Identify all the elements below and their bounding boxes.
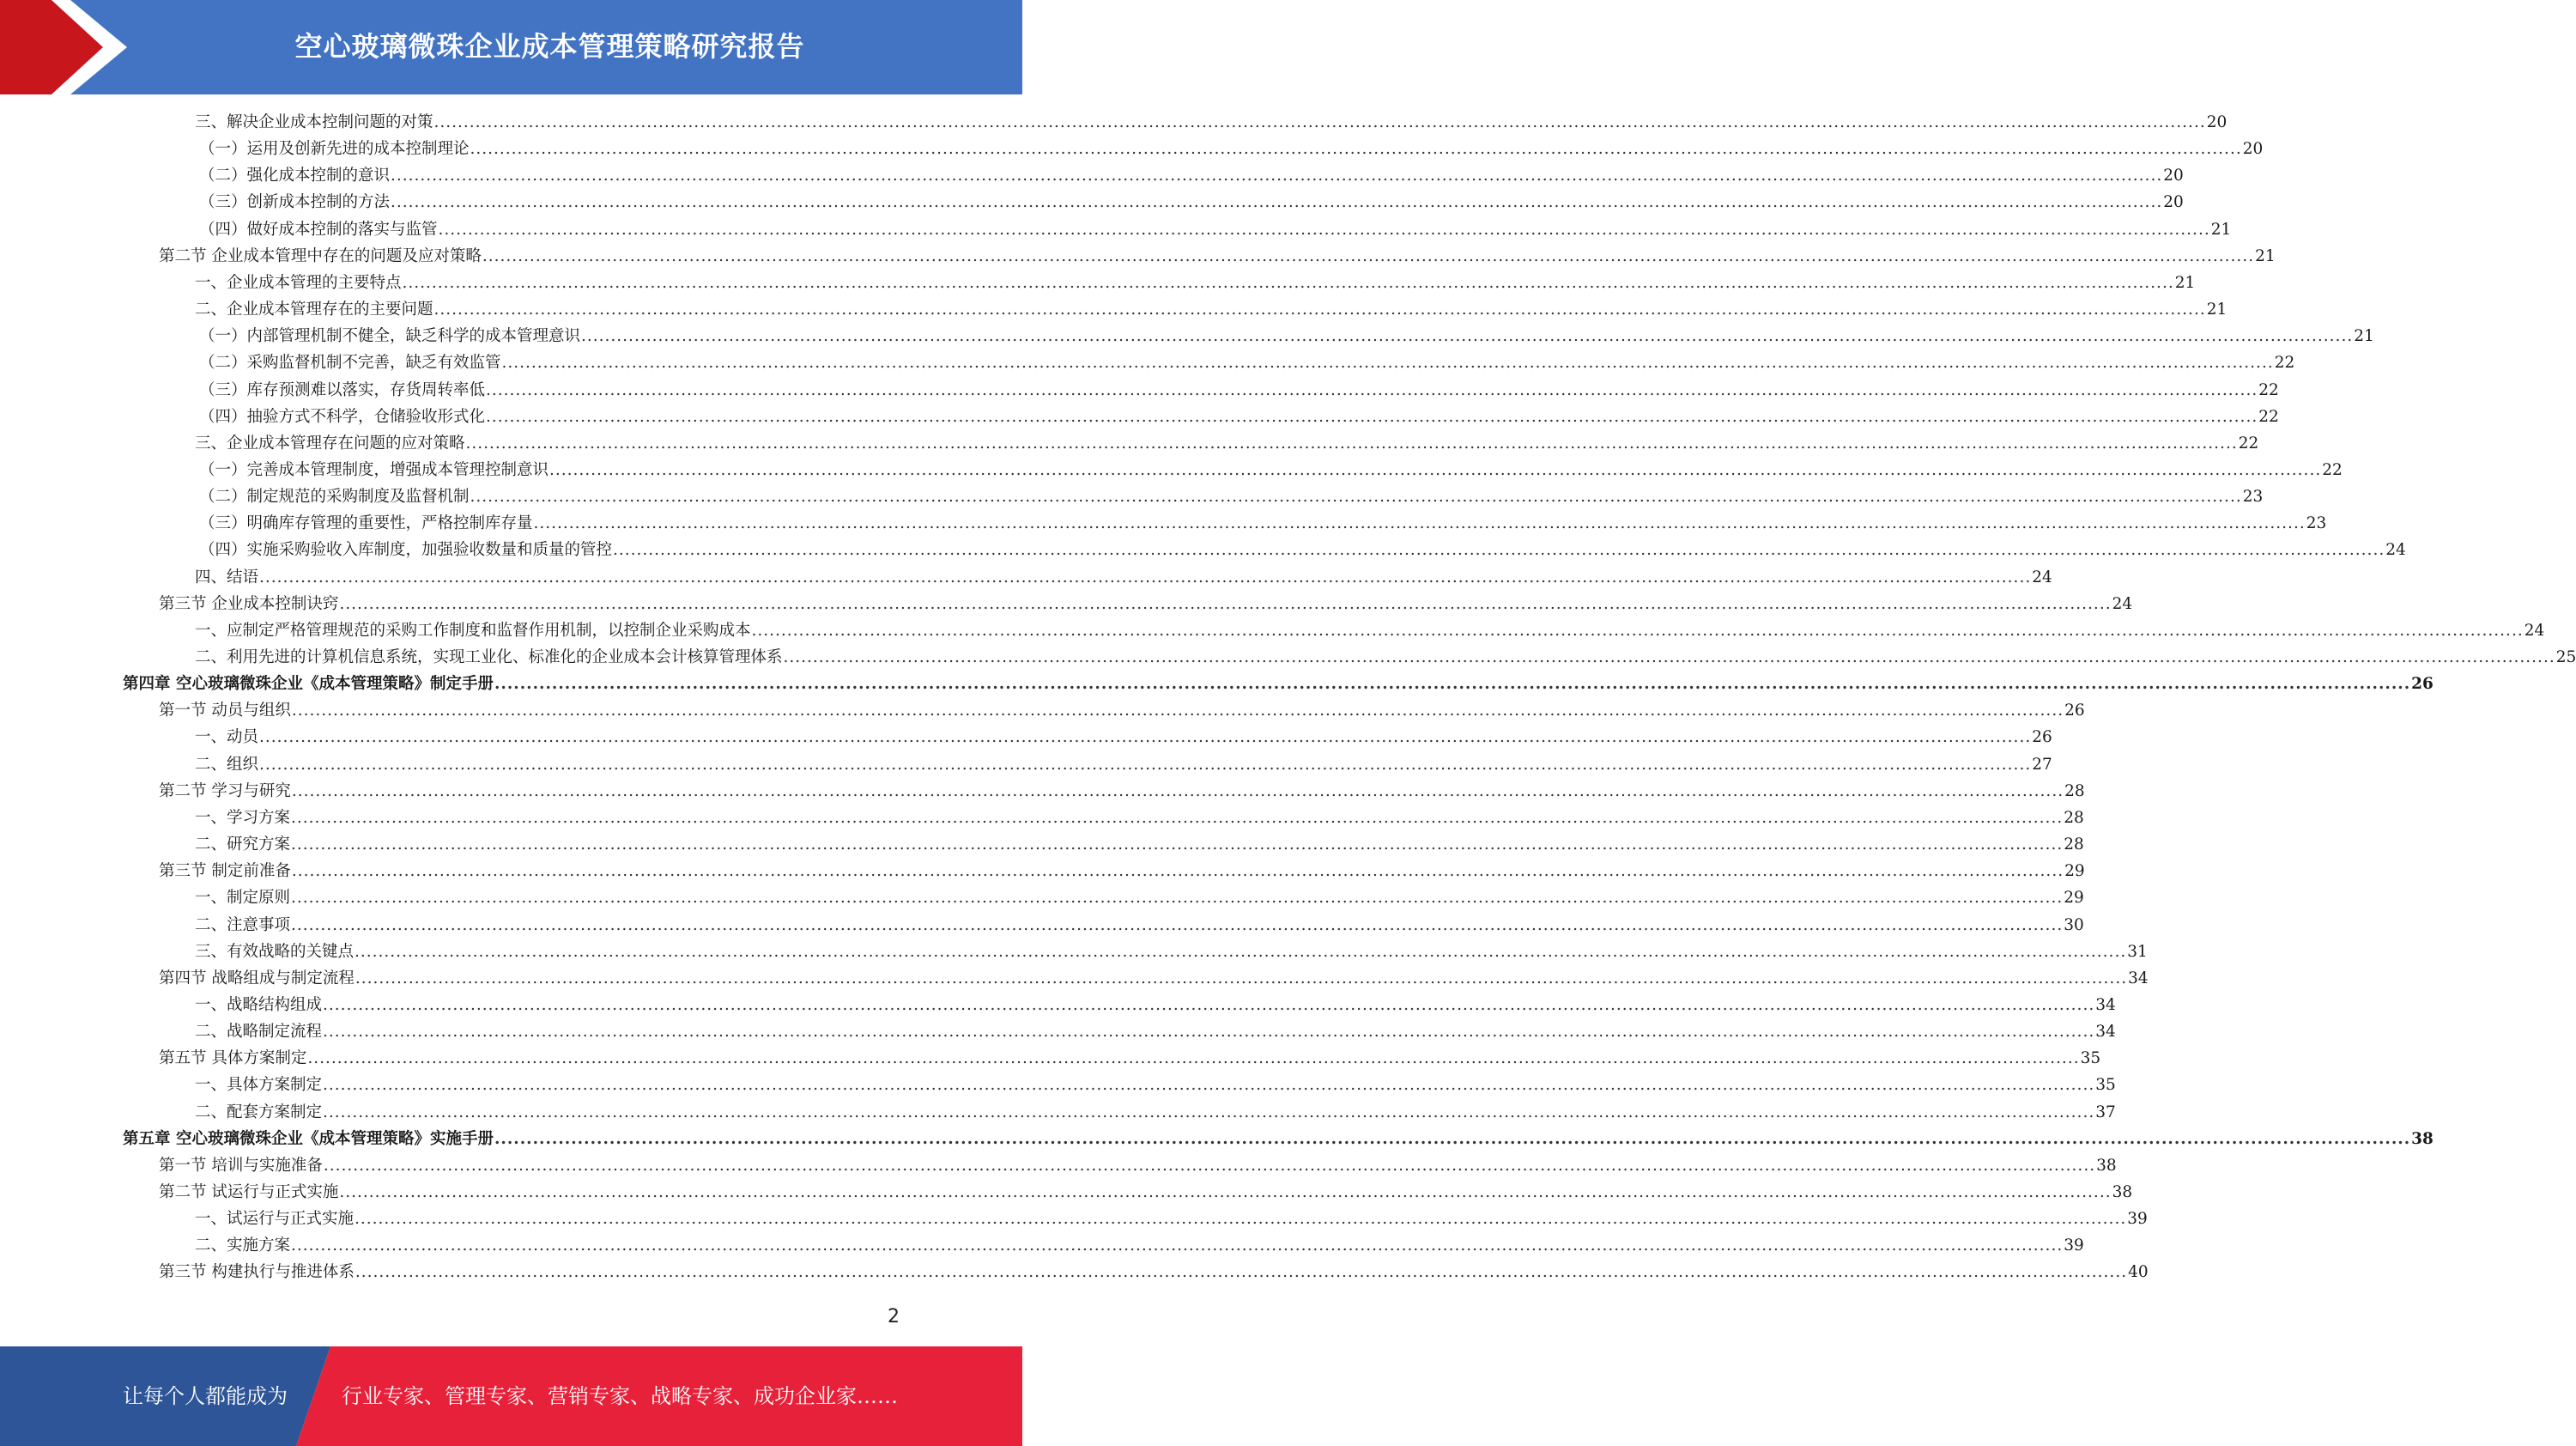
toc-entry[interactable] xyxy=(159,1179,2133,1206)
toc-entry-label: （四）做好成本控制的落实与监管 xyxy=(199,220,438,239)
toc-entry-label: （四）实施采购验收入库制度，加强验收数量和质量的管控 xyxy=(199,541,613,560)
toc-entry-label: 二、战略制定流程 xyxy=(195,1023,323,1042)
toc-entry-label: 第二节 学习与研究 xyxy=(159,781,291,800)
toc-entry-label: 一、战略结构组成 xyxy=(195,995,323,1014)
toc-dot-leader: ............................................................................................................................................................................................................................................................................................................ xyxy=(323,995,2095,1014)
toc-dot-leader: ............................................................................................................................................................................................................................................................................................................ xyxy=(751,621,2524,640)
toc-entry-label: 第一节 动员与组织 xyxy=(159,702,291,720)
footer-slogan-left: 让每个人都能成为 xyxy=(123,1384,288,1408)
toc-entry-page: 38 xyxy=(2096,1156,2117,1175)
toc-entry[interactable] xyxy=(199,377,2279,404)
toc-entry-page: 38 xyxy=(2411,1129,2434,1148)
toc-entry[interactable] xyxy=(123,671,2434,697)
toc-entry-label: 二、配套方案制定 xyxy=(195,1103,323,1121)
toc-dot-leader: ............................................................................................................................................................................................................................................................................................................ xyxy=(339,1183,2112,1201)
toc-dot-leader: ............................................................................................................................................................................................................................................................................................................ xyxy=(391,167,2163,185)
toc-entry[interactable] xyxy=(195,1018,2116,1045)
toc-entry-page: 20 xyxy=(2206,113,2227,131)
toc-entry[interactable] xyxy=(159,1045,2101,1072)
toc-entry-page: 34 xyxy=(2095,995,2116,1014)
toc-entry-page: 25 xyxy=(2555,648,2576,666)
toc-dot-leader: ............................................................................................................................................................................................................................................................................................................ xyxy=(549,460,2322,479)
toc-entry-page: 39 xyxy=(2064,1236,2084,1255)
toc-entry-page: 26 xyxy=(2032,728,2052,747)
toc-entry-label: （一）运用及创新先进的成本控制理论 xyxy=(199,140,470,159)
toc-entry-page: 31 xyxy=(2127,942,2148,961)
toc-entry-label: 第三节 企业成本控制诀窍 xyxy=(159,594,339,613)
toc-entry[interactable] xyxy=(195,912,2084,939)
toc-entry-label: 第三节 制定前准备 xyxy=(159,862,291,881)
toc-entry[interactable] xyxy=(199,537,2406,563)
page-number: 2 xyxy=(888,1306,900,1328)
toc-entry-page: 28 xyxy=(2064,835,2084,854)
toc-entry-label: 一、应制定严格管理规范的采购工作制度和监督作用机制，以控制企业采购成本 xyxy=(195,621,751,640)
toc-dot-leader: ............................................................................................................................................................................................................................................................................................................ xyxy=(291,702,2064,720)
toc-entry-page: 28 xyxy=(2064,808,2084,827)
toc-entry-label: 二、组织 xyxy=(195,755,259,774)
toc-entry-page: 37 xyxy=(2095,1103,2116,1121)
toc-entry-label: 一、试运行与正式实施 xyxy=(195,1210,355,1229)
toc-dot-leader: ............................................................................................................................................................................................................................................................................................................ xyxy=(259,728,2032,747)
toc-dot-leader: ............................................................................................................................................................................................................................................................................................................ xyxy=(355,1210,2127,1229)
toc-entry[interactable] xyxy=(195,805,2084,831)
document-title: 空心玻璃微珠企业成本管理策略研究报告 xyxy=(294,30,805,63)
toc-entry-page: 29 xyxy=(2064,889,2084,908)
toc-dot-leader: ............................................................................................................................................................................................................................................................................................................ xyxy=(355,969,2128,987)
toc-entry[interactable] xyxy=(195,430,2259,457)
toc-dot-leader: ............................................................................................................................................................................................................................................................................................................ xyxy=(291,889,2064,908)
toc-entry-page: 27 xyxy=(2032,755,2052,774)
toc-dot-leader: ............................................................................................................................................................................................................................................................................................................ xyxy=(391,193,2163,212)
toc-dot-leader: ............................................................................................................................................................................................................................................................................................................ xyxy=(482,246,2255,265)
toc-entry-page: 20 xyxy=(2163,193,2184,212)
toc-entry-page: 34 xyxy=(2128,969,2149,987)
toc-entry-label: 第二节 试运行与正式实施 xyxy=(159,1183,339,1201)
toc-dot-leader: ............................................................................................................................................................................................................................................................................................................ xyxy=(259,568,2032,586)
toc-dot-leader: ............................................................................................................................................................................................................................................................................................................ xyxy=(291,808,2064,827)
toc-dot-leader: ............................................................................................................................................................................................................................................................................................................ xyxy=(355,942,2127,961)
toc-entry-label: （三）创新成本控制的方法 xyxy=(199,193,391,212)
toc-entry-label: （二）采购监督机制不完善，缺乏有效监管 xyxy=(199,354,501,373)
toc-entry[interactable] xyxy=(195,296,2227,323)
toc-entry[interactable] xyxy=(159,243,2276,270)
toc-entry-page: 34 xyxy=(2095,1023,2116,1042)
toc-entry[interactable] xyxy=(199,189,2184,216)
toc-entry[interactable] xyxy=(195,1206,2148,1232)
toc-entry[interactable] xyxy=(199,323,2374,349)
toc-entry[interactable] xyxy=(195,831,2084,858)
toc-entry-label: 三、解决企业成本控制问题的对策 xyxy=(195,113,433,131)
footer-slogan-right: 行业专家、管理专家、营销专家、战略专家、成功企业家…… xyxy=(342,1384,898,1408)
toc-entry[interactable] xyxy=(195,617,2545,644)
toc-entry-label: 四、结语 xyxy=(195,568,259,586)
toc-dot-leader: ............................................................................................................................................................................................................................................................................................................ xyxy=(433,301,2206,319)
toc-entry-label: （四）抽验方式不科学，仓储验收形式化 xyxy=(199,407,486,426)
toc-entry-label: 二、利用先进的计算机信息系统，实现工业化、标准化的企业成本会计核算管理体系 xyxy=(195,648,783,666)
toc-entry-page: 24 xyxy=(2524,621,2545,640)
toc-entry[interactable] xyxy=(199,136,2264,162)
page-footer xyxy=(0,1346,1022,1446)
toc-dot-leader: ............................................................................................................................................................................................................................................................................................................ xyxy=(581,327,2354,346)
toc-entry-label: 一、学习方案 xyxy=(195,808,291,827)
toc-dot-leader: ............................................................................................................................................................................................................................................................................................................ xyxy=(323,1103,2095,1121)
toc-entry-page: 26 xyxy=(2411,675,2434,694)
toc-entry-page: 30 xyxy=(2064,915,2084,934)
toc-dot-leader: ............................................................................................................................................................................................................................................................................................................ xyxy=(433,113,2206,131)
toc-entry[interactable] xyxy=(199,483,2264,510)
toc-entry[interactable] xyxy=(123,1126,2434,1152)
toc-entry[interactable] xyxy=(195,1072,2116,1098)
toc-dot-leader: ............................................................................................................................................................................................................................................................................................................ xyxy=(486,380,2258,399)
toc-dot-leader: ............................................................................................................................................................................................................................................................................................................ xyxy=(355,1263,2128,1282)
toc-dot-leader: ............................................................................................................................................................................................................................................................................................................ xyxy=(323,1076,2095,1095)
toc-entry-label: 一、动员 xyxy=(195,728,259,747)
toc-entry-page: 22 xyxy=(2238,434,2259,453)
toc-entry[interactable] xyxy=(195,939,2148,965)
toc-entry-page: 39 xyxy=(2127,1210,2148,1229)
toc-entry-page: 38 xyxy=(2112,1183,2133,1201)
toc-entry[interactable] xyxy=(159,591,2133,617)
toc-entry-page: 22 xyxy=(2274,354,2295,373)
toc-dot-leader: ............................................................................................................................................................................................................................................................................................................ xyxy=(259,755,2032,774)
toc-entry-label: （二）强化成本控制的意识 xyxy=(199,167,391,185)
toc-entry[interactable] xyxy=(195,751,2052,778)
toc-dot-leader: ............................................................................................................................................................................................................................................................................................................ xyxy=(783,648,2555,666)
toc-entry[interactable] xyxy=(195,1099,2116,1126)
toc-entry-label: 二、注意事项 xyxy=(195,915,291,934)
toc-entry-page: 26 xyxy=(2064,702,2085,720)
toc-entry-page: 24 xyxy=(2385,541,2406,560)
toc-entry-page: 21 xyxy=(2174,273,2196,292)
toc-entry-page: 40 xyxy=(2128,1263,2149,1282)
toc-entry[interactable] xyxy=(199,162,2184,189)
toc-entry-page: 22 xyxy=(2258,407,2279,426)
toc-entry-label: 一、制定原则 xyxy=(195,889,291,908)
toc-entry[interactable] xyxy=(159,965,2149,992)
toc-entry-page: 20 xyxy=(2242,140,2264,159)
toc-entry-label: 第五节 具体方案制定 xyxy=(159,1049,307,1068)
toc-entry-page: 20 xyxy=(2163,167,2184,185)
toc-dot-leader: ............................................................................................................................................................................................................................................................................................................ xyxy=(291,915,2064,934)
toc-dot-leader: ............................................................................................................................................................................................................................................................................................................ xyxy=(402,273,2174,292)
toc-entry-page: 21 xyxy=(2206,301,2227,319)
toc-entry-page: 22 xyxy=(2258,380,2279,399)
toc-entry-page: 35 xyxy=(2080,1049,2101,1068)
toc-entry[interactable] xyxy=(159,858,2085,884)
toc-dot-leader: ............................................................................................................................................................................................................................................................................................................ xyxy=(323,1023,2095,1042)
toc-entry-label: 第四章 空心玻璃微珠企业《成本管理策略》制定手册 xyxy=(123,675,494,694)
toc-entry[interactable] xyxy=(159,697,2085,724)
toc-entry[interactable] xyxy=(195,644,2576,671)
toc-entry[interactable] xyxy=(195,564,2052,591)
toc-dot-leader: ............................................................................................................................................................................................................................................................................................................ xyxy=(291,835,2064,854)
toc-entry-label: 二、企业成本管理存在的主要问题 xyxy=(195,301,433,319)
toc-entry[interactable] xyxy=(195,992,2116,1018)
toc-dot-leader: ............................................................................................................................................................................................................................................................................................................ xyxy=(494,675,2411,694)
toc-dot-leader: ............................................................................................................................................................................................................................................................................................................ xyxy=(613,541,2385,560)
toc-dot-leader: ............................................................................................................................................................................................................................................................................................................ xyxy=(486,407,2258,426)
toc-entry-page: 23 xyxy=(2306,514,2327,533)
toc-entry-page: 35 xyxy=(2095,1076,2116,1095)
toc-entry[interactable] xyxy=(159,1152,2117,1179)
toc-dot-leader: ............................................................................................................................................................................................................................................................................................................ xyxy=(470,140,2242,159)
toc-dot-leader: ............................................................................................................................................................................................................................................................................................................ xyxy=(494,1129,2411,1148)
toc-entry[interactable] xyxy=(195,109,2227,136)
toc-dot-leader: ............................................................................................................................................................................................................................................................................................................ xyxy=(323,1156,2096,1175)
toc-entry-label: 第五章 空心玻璃微珠企业《成本管理策略》实施手册 xyxy=(123,1129,494,1148)
toc-entry-page: 22 xyxy=(2322,460,2343,479)
page-header xyxy=(0,0,1022,94)
toc-entry-page: 28 xyxy=(2064,781,2085,800)
toc-entry-page: 21 xyxy=(2210,220,2232,239)
toc-entry[interactable] xyxy=(199,457,2343,483)
toc-entry-page: 23 xyxy=(2242,488,2264,507)
toc-entry-label: 二、研究方案 xyxy=(195,835,291,854)
toc-entry[interactable] xyxy=(199,216,2232,243)
toc-entry-label: 一、具体方案制定 xyxy=(195,1076,323,1095)
toc-entry-page: 24 xyxy=(2112,594,2133,613)
toc-entry-label: （二）制定规范的采购制度及监督机制 xyxy=(199,488,470,507)
toc-dot-leader: ............................................................................................................................................................................................................................................................................................................ xyxy=(291,862,2064,881)
toc-entry[interactable] xyxy=(199,510,2327,537)
toc-entry[interactable] xyxy=(159,778,2085,805)
toc-entry-label: （三）明确库存管理的重要性，严格控制库存量 xyxy=(199,514,533,533)
toc-dot-leader: ............................................................................................................................................................................................................................................................................................................ xyxy=(291,1236,2064,1255)
toc-entry-label: （一）内部管理机制不健全，缺乏科学的成本管理意识 xyxy=(199,327,581,346)
toc-entry[interactable] xyxy=(195,270,2196,296)
toc-dot-leader: ............................................................................................................................................................................................................................................................................................................ xyxy=(438,220,2210,239)
toc-entry-label: 第三节 构建执行与推进体系 xyxy=(159,1263,355,1282)
toc-entry[interactable] xyxy=(159,1259,2149,1285)
toc-entry-label: （三）库存预测难以落实，存货周转率低 xyxy=(199,380,486,399)
toc-dot-leader: ............................................................................................................................................................................................................................................................................................................ xyxy=(307,1049,2080,1068)
toc-entry-label: 二、实施方案 xyxy=(195,1236,291,1255)
toc-entry[interactable] xyxy=(195,1232,2084,1259)
toc-dot-leader: ............................................................................................................................................................................................................................................................................................................ xyxy=(533,514,2306,533)
toc-entry[interactable] xyxy=(195,724,2052,750)
toc-entry-page: 29 xyxy=(2064,862,2085,881)
toc-entry-label: （一）完善成本管理制度，增强成本管理控制意识 xyxy=(199,460,549,479)
toc-dot-leader: ............................................................................................................................................................................................................................................................................................................ xyxy=(470,488,2242,507)
toc-dot-leader: ............................................................................................................................................................................................................................................................................................................ xyxy=(339,594,2112,613)
toc-entry-label: 三、有效战略的关键点 xyxy=(195,942,355,961)
toc-dot-leader: ............................................................................................................................................................................................................................................................................................................ xyxy=(501,354,2274,373)
toc-entry-label: 三、企业成本管理存在问题的应对策略 xyxy=(195,434,465,453)
toc-entry[interactable] xyxy=(199,404,2279,430)
toc-entry-page: 21 xyxy=(2354,327,2374,346)
toc-entry-label: 第四节 战略组成与制定流程 xyxy=(159,969,355,987)
toc-entry[interactable] xyxy=(199,349,2295,376)
toc-entry-label: 第一节 培训与实施准备 xyxy=(159,1156,323,1175)
toc-entry[interactable] xyxy=(195,884,2084,911)
toc-dot-leader: ............................................................................................................................................................................................................................................................................................................ xyxy=(465,434,2238,453)
toc-entry-label: 一、企业成本管理的主要特点 xyxy=(195,273,402,292)
toc-entry-page: 21 xyxy=(2255,246,2276,265)
toc-entry-label: 第二节 企业成本管理中存在的问题及应对策略 xyxy=(159,246,482,265)
toc-dot-leader: ............................................................................................................................................................................................................................................................................................................ xyxy=(291,781,2064,800)
toc-entry-page: 24 xyxy=(2032,568,2052,586)
